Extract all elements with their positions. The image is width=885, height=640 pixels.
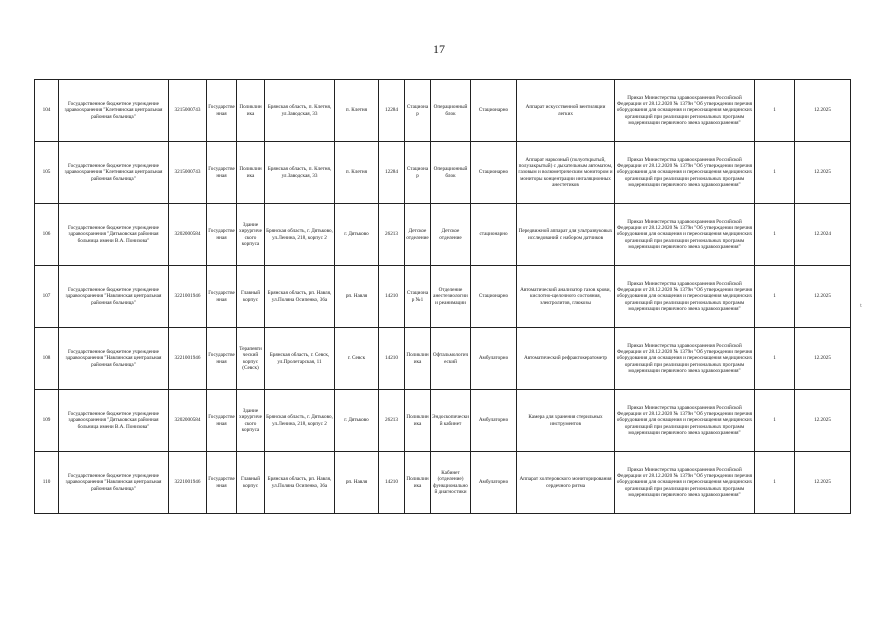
- cell-qty: 1: [755, 452, 795, 514]
- cell-address: Брянская область, п. Клетня, ул.Заводская, 33: [265, 80, 335, 142]
- cell-address: Брянская область, рп. Навля, ул.Поляна Осипенко, 36а: [265, 266, 335, 328]
- cell-inn: 3221001946: [169, 452, 207, 514]
- cell-locality: рп. Навля: [335, 452, 379, 514]
- cell-locality: рп. Навля: [335, 266, 379, 328]
- cell-subdivision: Кабинет (отделение) функциональной диагностики: [431, 452, 471, 514]
- cell-building: Поликлиника: [237, 142, 265, 204]
- cell-locality: п. Клетня: [335, 142, 379, 204]
- cell-profile: Амбулаторно: [471, 328, 517, 390]
- cell-equipment: Камера для хранения стерильных инструментов: [517, 390, 615, 452]
- cell-department: Стационар №1: [405, 266, 431, 328]
- cell-postcode: 26213: [379, 204, 405, 266]
- cell-institution: Государственное бюджетное учреждение здравоохранения "Навлинская центральная районная больница": [59, 452, 169, 514]
- cell-no: 105: [35, 142, 59, 204]
- cell-department: Стационар: [405, 142, 431, 204]
- cell-no: 106: [35, 204, 59, 266]
- cell-profile: Стационарно: [471, 142, 517, 204]
- cell-locality: г. Севск: [335, 328, 379, 390]
- cell-date: 12.2025: [795, 328, 851, 390]
- cell-qty: 1: [755, 142, 795, 204]
- cell-building: Терапевтический корпус (Севск): [237, 328, 265, 390]
- cell-date: 12.2024: [795, 204, 851, 266]
- cell-department: Детское отделение: [405, 204, 431, 266]
- cell-type: Государственная: [207, 80, 237, 142]
- cell-postcode: 14210: [379, 328, 405, 390]
- cell-department: Поликлиника: [405, 390, 431, 452]
- cell-no: 104: [35, 80, 59, 142]
- cell-address: Брянская область, г. Дятьково, ул.Ленина, 218, корпус 2: [265, 204, 335, 266]
- cell-qty: 1: [755, 80, 795, 142]
- cell-no: 108: [35, 328, 59, 390]
- cell-subdivision: Операционный блок: [431, 142, 471, 204]
- cell-basis: Приказ Министерства здравоохранения Российской Федерации от 28.12.2020 № 1379н "Об утверждении перечня оборудования для оснащения и переоснащения медицинских организаций при реализации региональных программ модернизации первичного звена здравоохранения": [615, 266, 755, 328]
- cell-institution: Государственное бюджетное учреждение здравоохранения "Клетнянская центральная районная больница": [59, 80, 169, 142]
- cell-basis: Приказ Министерства здравоохранения Российской Федерации от 28.12.2020 № 1379н "Об утверждении перечня оборудования для оснащения и переоснащения медицинских организаций при реализации региональных программ модернизации первичного звена здравоохранения": [615, 452, 755, 514]
- cell-postcode: 12284: [379, 142, 405, 204]
- cell-equipment: Автоматический рефрактокератометр: [517, 328, 615, 390]
- cell-institution: Государственное бюджетное учреждение здравоохранения "Навлинская центральная районная больница": [59, 328, 169, 390]
- table-row: [35, 390, 851, 452]
- cell-locality: г. Дятьково: [335, 204, 379, 266]
- table-row: [35, 328, 851, 390]
- cell-address: Брянская область, г. Дятьково, ул.Ленина, 218, корпус 2: [265, 390, 335, 452]
- cell-inn: 3202000584: [169, 390, 207, 452]
- table-row: [35, 266, 851, 328]
- cell-building: Здание хирургического корпуса: [237, 204, 265, 266]
- cell-inn: 3221001946: [169, 328, 207, 390]
- cell-institution: Государственное бюджетное учреждение здравоохранения "Клетнянская центральная районная больница": [59, 142, 169, 204]
- cell-equipment: Аппарат искусственной вентиляции легких: [517, 80, 615, 142]
- cell-date: 12.2025: [795, 80, 851, 142]
- cell-equipment: Аппарат наркозный (полуоткрытый, полузакрытый) с дыхательным автоматом, газовым и волюметрическим монитором и мониторы концентрации ингаляционных анестетиков: [517, 142, 615, 204]
- cell-qty: 1: [755, 328, 795, 390]
- cell-profile: Амбулаторно: [471, 390, 517, 452]
- cell-date: 12.2025: [795, 266, 851, 328]
- cell-building: Главный корпус: [237, 266, 265, 328]
- cell-date: 12.2025: [795, 142, 851, 204]
- cell-subdivision: Отделение анестезиологии и реанимации: [431, 266, 471, 328]
- cell-equipment: Автоматический анализатор газов крови, кислотно-щелочного состояния, электролитов, глюкозы: [517, 266, 615, 328]
- cell-basis: Приказ Министерства здравоохранения Российской Федерации от 28.12.2020 № 1379н "Об утверждении перечня оборудования для оснащения и переоснащения медицинских организаций при реализации региональных программ модернизации первичного звена здравоохранения": [615, 328, 755, 390]
- cell-no: 109: [35, 390, 59, 452]
- cell-inn: 3202000584: [169, 204, 207, 266]
- cell-type: Государственная: [207, 452, 237, 514]
- cell-basis: Приказ Министерства здравоохранения Российской Федерации от 28.12.2020 № 1379н "Об утверждении перечня оборудования для оснащения и переоснащения медицинских организаций при реализации региональных программ модернизации первичного звена здравоохранения": [615, 142, 755, 204]
- table-row: [35, 80, 851, 142]
- cell-subdivision: Эндоскопический кабинет: [431, 390, 471, 452]
- table-row: [35, 204, 851, 266]
- cell-institution: Государственное бюджетное учреждение здравоохранения "Дятьковская районная больница имени В.А. Понизова": [59, 204, 169, 266]
- cell-address: Брянская область, п. Клетня, ул.Заводская, 33: [265, 142, 335, 204]
- cell-department: Поликлиника: [405, 328, 431, 390]
- cell-postcode: 26213: [379, 390, 405, 452]
- cell-institution: Государственное бюджетное учреждение здравоохранения "Дятьковская районная больница имени В.А. Понизова": [59, 390, 169, 452]
- cell-qty: 1: [755, 390, 795, 452]
- cell-date: 12.2025: [795, 452, 851, 514]
- cell-locality: г. Дятьково: [335, 390, 379, 452]
- cell-inn: 3215000743: [169, 142, 207, 204]
- cell-department: Стационар: [405, 80, 431, 142]
- cell-type: Государственная: [207, 204, 237, 266]
- cell-profile: Стационарно: [471, 80, 517, 142]
- cell-basis: Приказ Министерства здравоохранения Российской Федерации от 28.12.2020 № 1379н "Об утверждении перечня оборудования для оснащения и переоснащения медицинских организаций при реализации региональных программ модернизации первичного звена здравоохранения": [615, 80, 755, 142]
- cell-inn: 3215000743: [169, 80, 207, 142]
- margin-mark: ₜ: [860, 300, 862, 309]
- table-row: [35, 452, 851, 514]
- cell-subdivision: Офтальмологический: [431, 328, 471, 390]
- cell-institution: Государственное бюджетное учреждение здравоохранения "Навлинская центральная районная больница": [59, 266, 169, 328]
- cell-profile: стационарно: [471, 204, 517, 266]
- cell-department: Поликлиника: [405, 452, 431, 514]
- cell-building: Главный корпус: [237, 452, 265, 514]
- cell-building: Здание хирургического корпуса: [237, 390, 265, 452]
- cell-no: 107: [35, 266, 59, 328]
- cell-type: Государственная: [207, 266, 237, 328]
- cell-address: Брянская область, г. Севск, ул.Пролетарская, 11: [265, 328, 335, 390]
- cell-no: 110: [35, 452, 59, 514]
- cell-date: 12.2025: [795, 390, 851, 452]
- cell-building: Поликлиника: [237, 80, 265, 142]
- cell-profile: Стационарно: [471, 266, 517, 328]
- cell-basis: Приказ Министерства здравоохранения Российской Федерации от 28.12.2020 № 1379н "Об утверждении перечня оборудования для оснащения и переоснащения медицинских организаций при реализации региональных программ модернизации первичного звена здравоохранения": [615, 204, 755, 266]
- cell-subdivision: Операционный блок: [431, 80, 471, 142]
- cell-locality: п. Клетня: [335, 80, 379, 142]
- cell-basis: Приказ Министерства здравоохранения Российской Федерации от 28.12.2020 № 1379н "Об утверждении перечня оборудования для оснащения и переоснащения медицинских организаций при реализации региональных программ модернизации первичного звена здравоохранения": [615, 390, 755, 452]
- cell-inn: 3221001946: [169, 266, 207, 328]
- cell-postcode: 12284: [379, 80, 405, 142]
- equipment-table: [34, 79, 851, 514]
- cell-type: Государственная: [207, 328, 237, 390]
- cell-type: Государственная: [207, 142, 237, 204]
- cell-postcode: 14210: [379, 266, 405, 328]
- cell-type: Государственная: [207, 390, 237, 452]
- cell-subdivision: Детское отделение: [431, 204, 471, 266]
- cell-profile: Амбулаторно: [471, 452, 517, 514]
- cell-equipment: Передвижной аппарат для ультразвуковых исследований с набором датчиков: [517, 204, 615, 266]
- cell-address: Брянская область, рп. Навля, ул.Поляна Осипенко, 36а: [265, 452, 335, 514]
- cell-qty: 1: [755, 266, 795, 328]
- cell-equipment: Аппарат холтеровского мониторирования сердечного ритма: [517, 452, 615, 514]
- cell-postcode: 14210: [379, 452, 405, 514]
- cell-qty: 1: [755, 204, 795, 266]
- page-number: 17: [433, 42, 445, 56]
- table-row: [35, 142, 851, 204]
